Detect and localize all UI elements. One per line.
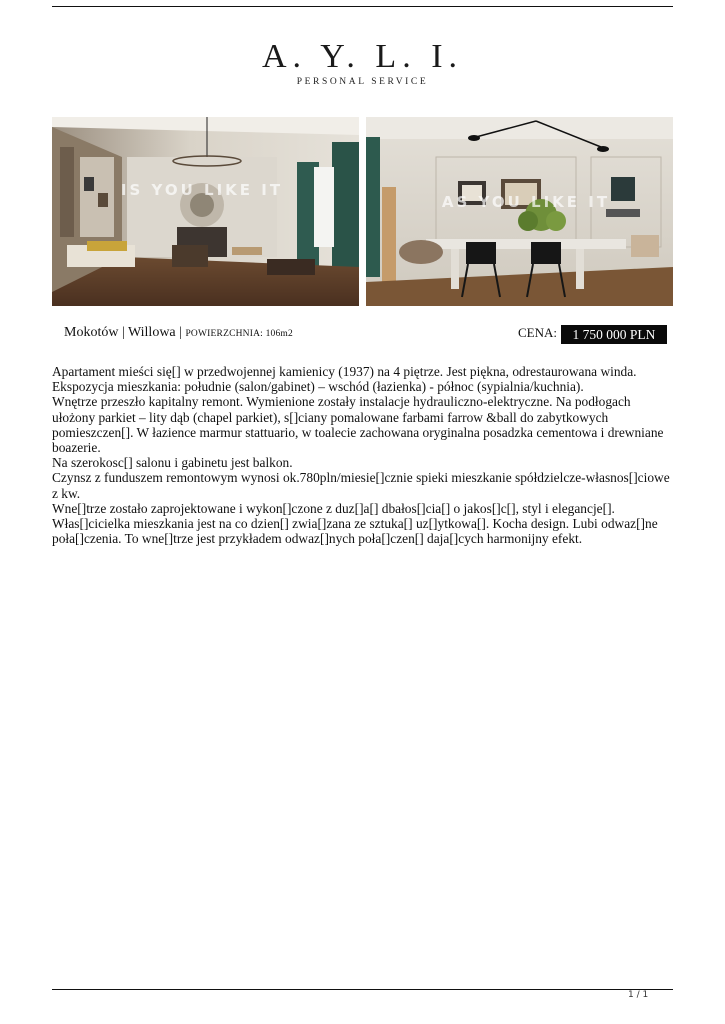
page-number: 1 / 1 bbox=[628, 990, 649, 1000]
listing-location-line bbox=[64, 325, 293, 341]
listing-location: Mokotów | Willowa | bbox=[64, 325, 186, 340]
listing-area: POWIERZCHNIA: 106m2 bbox=[185, 329, 293, 339]
description-paragraph: Ekspozycja mieszkania: południe (salon/gabinet) – wschód (łazienka) - północ (sypialnia/kuchnia). bbox=[52, 379, 584, 395]
description-paragraph: Apartament mieści się[] w przedwojennej kamienicy (1937) na 4 piętrze. Jest piękna, odrestaurowana winda. bbox=[52, 364, 637, 379]
description-paragraph: Wne[]trze zostało zaprojektowane i wykon[]czone z duz[]a[] dbałos[]cia[] o jakos[]c[], styl i elegancje[]. Włas[]cicielka mieszkania jest na co dzien[] zwia[]zana ze sztuka[] uz[]ytkowa[]. Kocha design. Lubi odwaz[]ne poła[]czenia. To wne[]trze jest przykładem odwaz[]nych poła[]czen[] daja[]cych harmonijny efekt. bbox=[52, 500, 658, 547]
photo-dining-room bbox=[366, 117, 673, 306]
photo-watermark-left: IS YOU LIKE IT bbox=[120, 181, 284, 199]
description-paragraph: Czynsz z funduszem remontowym wynosi ok.780pln/miesie[]cznie spieki mieszkanie spółdzielcze-własnos[]ciowe z kw. bbox=[52, 470, 670, 501]
brand-tagline: PERSONAL SERVICE bbox=[296, 77, 429, 87]
photo-living-room bbox=[52, 117, 359, 306]
description-paragraph: Wnętrze przeszło kapitalny remont. Wymienione zostały instalacje hydrauliczno-elektryczne. Na podłogach ułożony parkiet – lity dąb (chapel parkiet), s[]ciany pomalowane farbami farrow &ball do zabytkowych pomieszczen[]. W łazience marmur stattuario, w toalecie zachowana oryginalna posadzka cementowa i drewniane boazerie. bbox=[52, 394, 664, 456]
description-paragraph: Na szerokosc[] salonu i gabinetu jest balkon. bbox=[52, 455, 293, 471]
photo-watermark-right: AS YOU LIKE IT bbox=[441, 193, 611, 211]
brand-logo: A. Y. L. I. bbox=[261, 38, 464, 75]
description bbox=[52, 364, 677, 546]
top-rule bbox=[52, 6, 673, 7]
price-label: CENA: bbox=[518, 325, 557, 340]
price-badge: 1 750 000 PLN bbox=[561, 325, 667, 344]
bottom-rule bbox=[52, 989, 673, 990]
